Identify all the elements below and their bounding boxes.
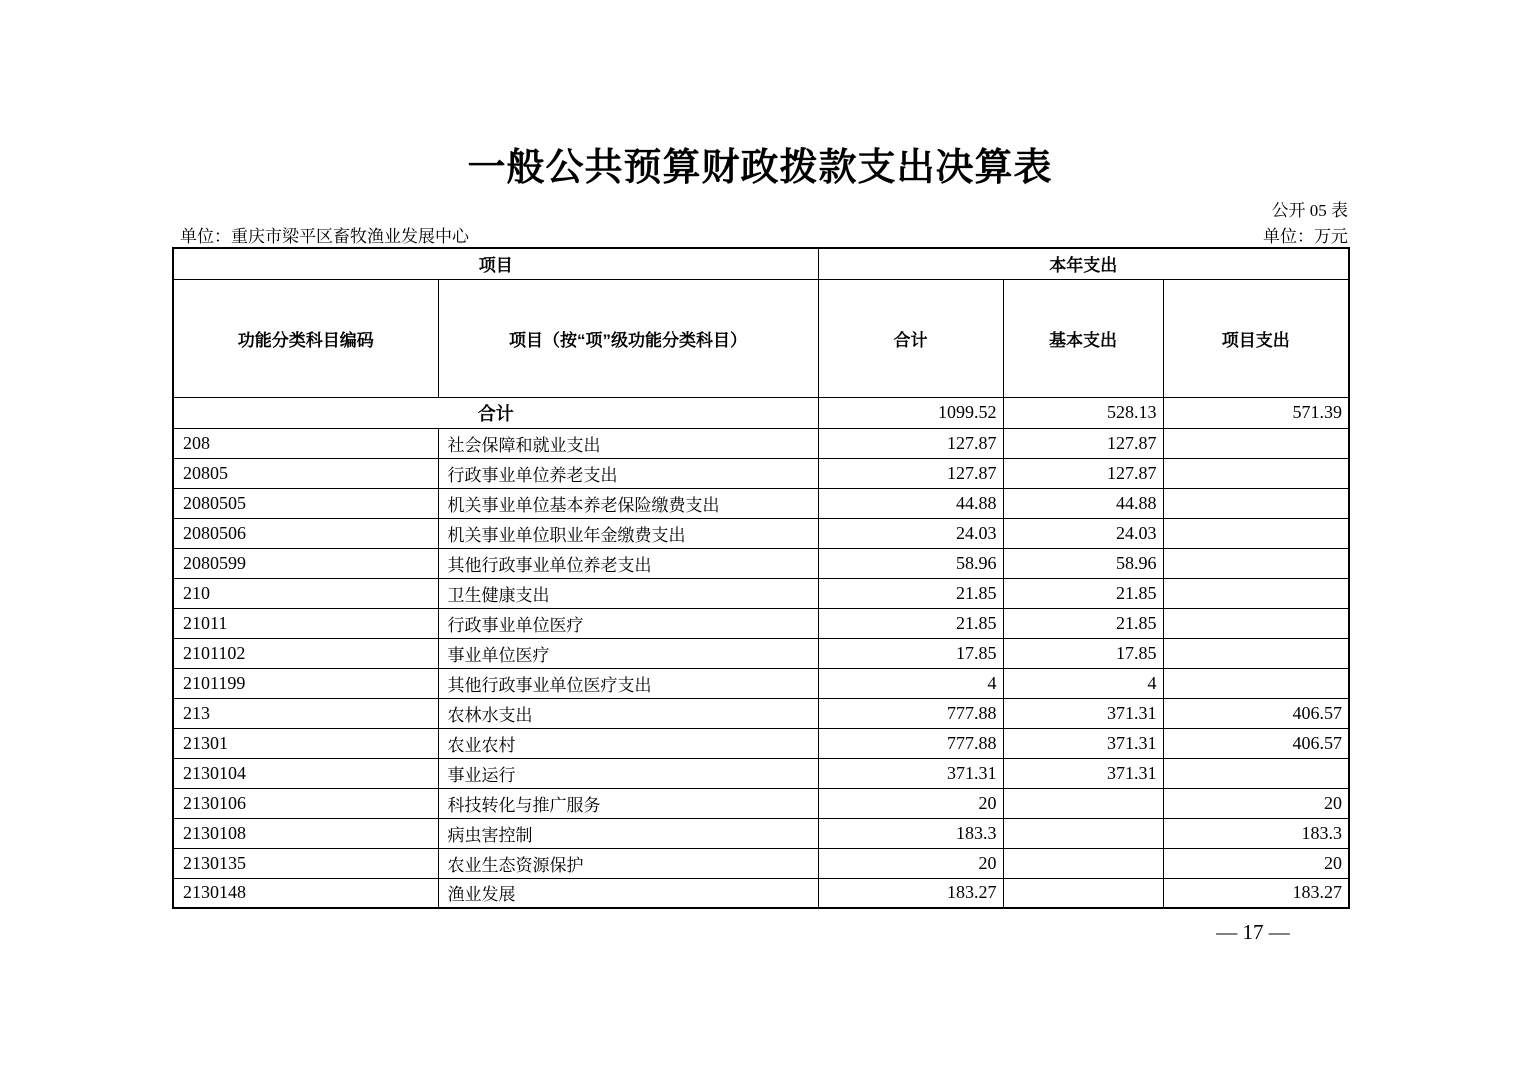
row-basic-cell: 21.85 — [1003, 608, 1163, 638]
row-item-cell: 事业单位医疗 — [438, 638, 818, 668]
row-project-cell — [1163, 608, 1349, 638]
table-row — [173, 548, 1349, 578]
row-item-cell: 其他行政事业单位养老支出 — [438, 548, 818, 578]
row-total-cell: 44.88 — [818, 488, 1003, 518]
row-code-cell: 213 — [173, 698, 438, 728]
row-basic-cell: 127.87 — [1003, 458, 1163, 488]
row-item-cell: 渔业发展 — [438, 878, 818, 908]
row-total-cell: 371.31 — [818, 758, 1003, 788]
row-code-cell: 20805 — [173, 458, 438, 488]
row-basic-cell — [1003, 788, 1163, 818]
header-project-expenditure: 项目支出 — [1163, 279, 1349, 397]
row-total-cell: 183.3 — [818, 818, 1003, 848]
row-total-cell: 4 — [818, 668, 1003, 698]
row-total-cell: 20 — [818, 788, 1003, 818]
row-item-cell: 科技转化与推广服务 — [438, 788, 818, 818]
row-project-cell — [1163, 578, 1349, 608]
grand-total-total-value: 1099.52 — [818, 397, 1003, 428]
row-basic-cell: 371.31 — [1003, 728, 1163, 758]
table-row — [173, 848, 1349, 878]
grand-total-row — [173, 397, 1349, 428]
row-total-cell: 20 — [818, 848, 1003, 878]
row-basic-cell: 21.85 — [1003, 578, 1163, 608]
row-code-cell: 2130108 — [173, 818, 438, 848]
row-code-cell: 2130106 — [173, 788, 438, 818]
table-row — [173, 758, 1349, 788]
row-code-cell: 210 — [173, 578, 438, 608]
table-row — [173, 698, 1349, 728]
row-project-cell — [1163, 428, 1349, 458]
row-total-cell: 183.27 — [818, 878, 1003, 908]
row-basic-cell: 127.87 — [1003, 428, 1163, 458]
row-total-cell: 777.88 — [818, 698, 1003, 728]
row-total-cell: 17.85 — [818, 638, 1003, 668]
row-total-cell: 58.96 — [818, 548, 1003, 578]
row-code-cell: 2130104 — [173, 758, 438, 788]
row-code-cell: 2130135 — [173, 848, 438, 878]
row-item-cell: 社会保障和就业支出 — [438, 428, 818, 458]
header-basic-expenditure: 基本支出 — [1003, 279, 1163, 397]
header-columns-row — [173, 279, 1349, 397]
row-project-cell — [1163, 488, 1349, 518]
row-project-cell — [1163, 458, 1349, 488]
row-code-cell: 2130148 — [173, 878, 438, 908]
row-code-cell: 21011 — [173, 608, 438, 638]
unit-of-measure-label: 单位：万元 — [1263, 227, 1348, 246]
row-project-cell: 183.3 — [1163, 818, 1349, 848]
table-row — [173, 518, 1349, 548]
page-title: 一般公共预算财政拨款支出决算表 — [467, 147, 1053, 189]
row-basic-cell: 24.03 — [1003, 518, 1163, 548]
row-basic-cell: 58.96 — [1003, 548, 1163, 578]
row-item-cell: 卫生健康支出 — [438, 578, 818, 608]
row-project-cell — [1163, 638, 1349, 668]
budget-table — [172, 247, 1350, 909]
table-row — [173, 788, 1349, 818]
table-row — [173, 458, 1349, 488]
table-code-label: 公开 05 表 — [1271, 201, 1348, 220]
row-total-cell: 21.85 — [818, 578, 1003, 608]
grand-total-label: 合计 — [173, 397, 818, 428]
row-project-cell: 20 — [1163, 788, 1349, 818]
header-group-current-year-expenditure: 本年支出 — [818, 248, 1349, 279]
header-function-code: 功能分类科目编码 — [173, 279, 438, 397]
row-project-cell — [1163, 758, 1349, 788]
header-total: 合计 — [818, 279, 1003, 397]
row-basic-cell: 44.88 — [1003, 488, 1163, 518]
row-item-cell: 农林水支出 — [438, 698, 818, 728]
row-item-cell: 病虫害控制 — [438, 818, 818, 848]
row-code-cell: 2080505 — [173, 488, 438, 518]
table-row — [173, 728, 1349, 758]
row-total-cell: 777.88 — [818, 728, 1003, 758]
row-project-cell — [1163, 548, 1349, 578]
row-total-cell: 21.85 — [818, 608, 1003, 638]
row-code-cell: 2101199 — [173, 668, 438, 698]
row-code-cell: 21301 — [173, 728, 438, 758]
header-item: 项目（按“项”级功能分类科目） — [438, 279, 818, 397]
row-total-cell: 127.87 — [818, 428, 1003, 458]
row-total-cell: 127.87 — [818, 458, 1003, 488]
table-row — [173, 428, 1349, 458]
row-code-cell: 2080506 — [173, 518, 438, 548]
row-basic-cell: 371.31 — [1003, 698, 1163, 728]
row-total-cell: 24.03 — [818, 518, 1003, 548]
table-row — [173, 578, 1349, 608]
row-basic-cell — [1003, 818, 1163, 848]
meta-line — [172, 222, 1348, 247]
row-item-cell: 农业农村 — [438, 728, 818, 758]
grand-total-project-value: 571.39 — [1163, 397, 1349, 428]
unit-name-label: 单位：重庆市梁平区畜牧渔业发展中心 — [180, 227, 469, 246]
table-header — [173, 248, 1349, 397]
grand-total-basic-value: 528.13 — [1003, 397, 1163, 428]
table-row — [173, 488, 1349, 518]
row-project-cell — [1163, 668, 1349, 698]
row-item-cell: 机关事业单位职业年金缴费支出 — [438, 518, 818, 548]
row-code-cell: 208 — [173, 428, 438, 458]
row-item-cell: 行政事业单位医疗 — [438, 608, 818, 638]
row-project-cell: 406.57 — [1163, 728, 1349, 758]
row-code-cell: 2080599 — [173, 548, 438, 578]
row-basic-cell — [1003, 878, 1163, 908]
row-project-cell — [1163, 518, 1349, 548]
table-body — [173, 397, 1349, 908]
header-group-row — [173, 248, 1349, 279]
table-row — [173, 668, 1349, 698]
row-item-cell: 农业生态资源保护 — [438, 848, 818, 878]
row-item-cell: 其他行政事业单位医疗支出 — [438, 668, 818, 698]
table-row — [173, 608, 1349, 638]
row-item-cell: 机关事业单位基本养老保险缴费支出 — [438, 488, 818, 518]
table-row — [173, 818, 1349, 848]
header-group-project: 项目 — [173, 248, 818, 279]
table-row — [173, 878, 1349, 908]
table-row — [173, 638, 1349, 668]
row-project-cell: 183.27 — [1163, 878, 1349, 908]
row-code-cell: 2101102 — [173, 638, 438, 668]
row-basic-cell: 4 — [1003, 668, 1163, 698]
page-number: — 17 — — [1216, 920, 1290, 944]
row-basic-cell: 371.31 — [1003, 758, 1163, 788]
row-item-cell: 行政事业单位养老支出 — [438, 458, 818, 488]
row-basic-cell — [1003, 848, 1163, 878]
row-project-cell: 406.57 — [1163, 698, 1349, 728]
row-basic-cell: 17.85 — [1003, 638, 1163, 668]
row-item-cell: 事业运行 — [438, 758, 818, 788]
row-project-cell: 20 — [1163, 848, 1349, 878]
